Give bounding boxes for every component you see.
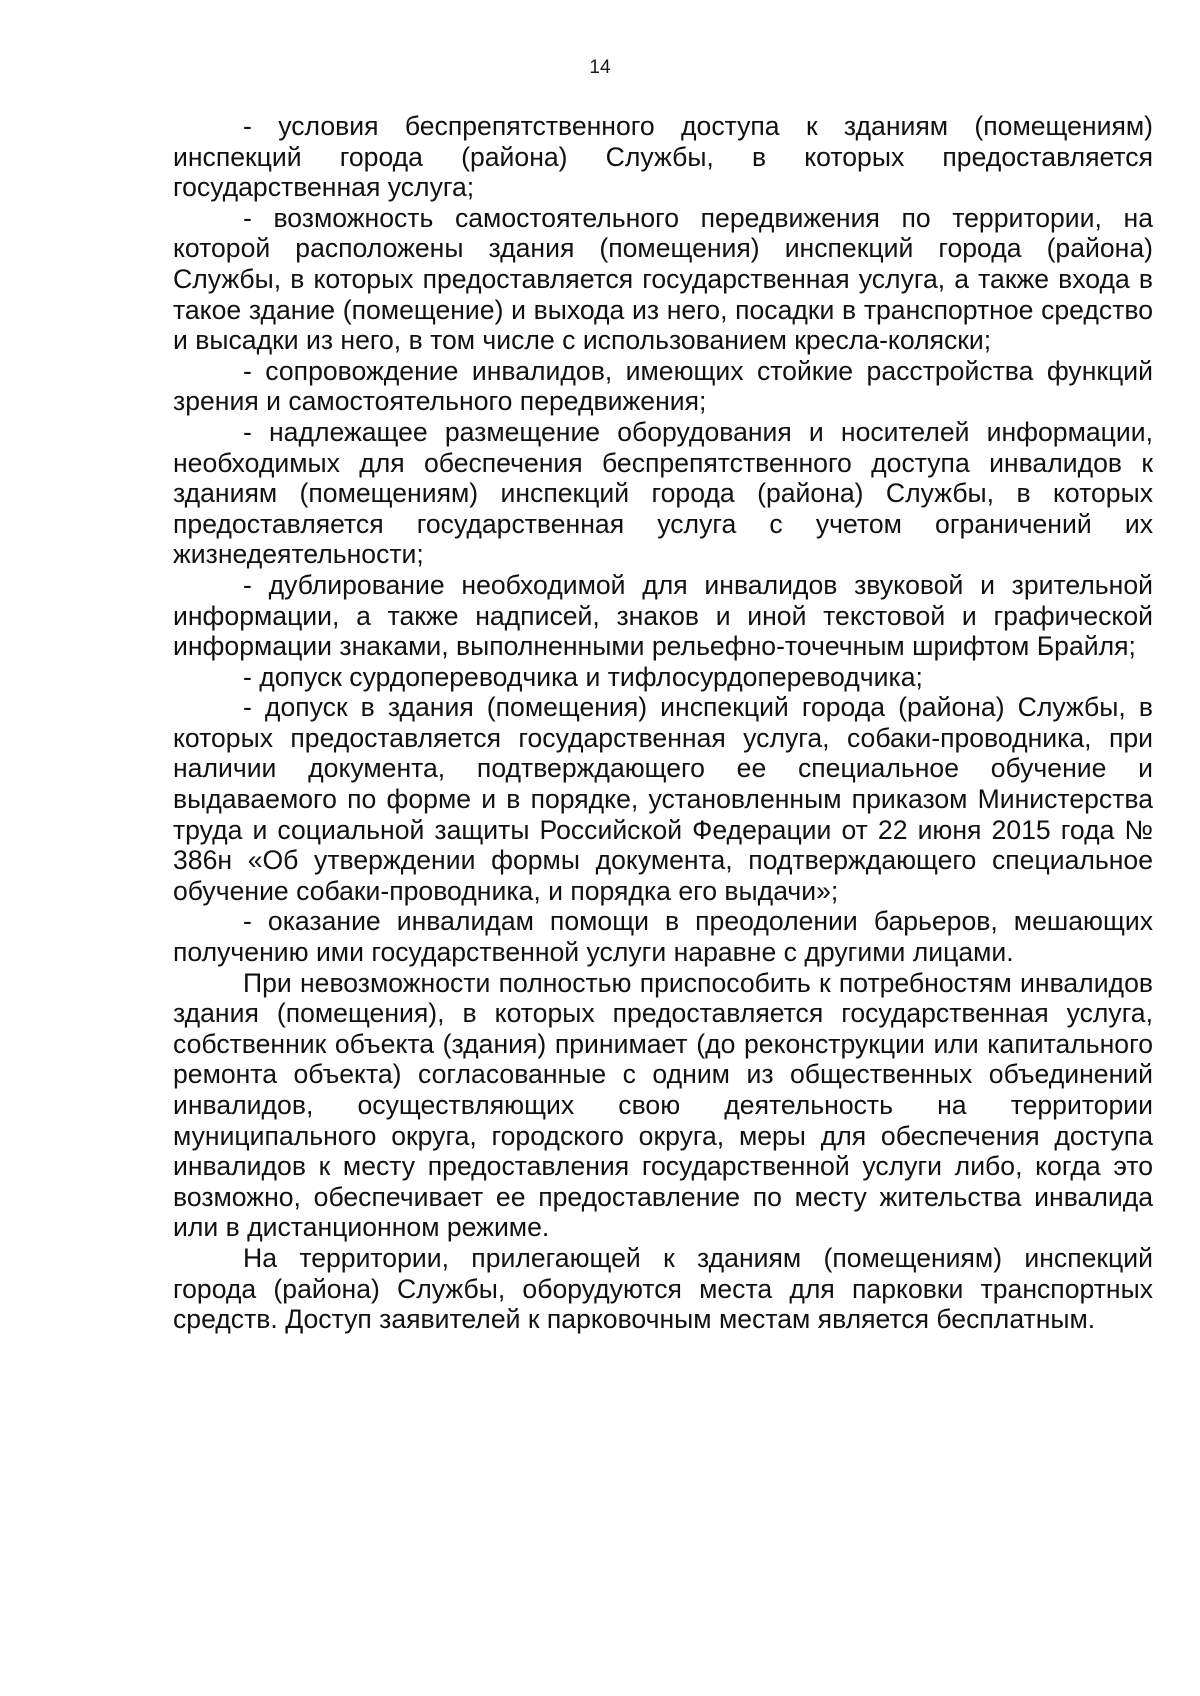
paragraph-escort: - сопровождение инвалидов, имеющих стойкие расстройства функций зрения и самостоятельного передвижения; [173,355,1153,417]
paragraph-equipment-placement: - надлежащее размещение оборудования и носителей информации, необходимых для обеспечения беспрепятственного доступа инвалидов к зданиям (помещениям) инспекций города (района) Службы, в которых предоставляется государственная услуга с учетом ограничений их жизнедеятельности; [173,416,1153,570]
paragraph-parking: На территории, прилегающей к зданиям (помещениям) инспекций города (района) Службы, оборудуются места для парковки транспортных средств. Доступ заявителей к парковочным местам является бесплатным. [173,1242,1153,1335]
paragraph-information-duplication: - дублирование необходимой для инвалидов звуковой и зрительной информации, а также надписей, знаков и иной текстовой и графической информации знаками, выполненными рельефно-точечным шрифтом Брайля; [173,569,1153,662]
paragraph-sign-interpreter: - допуск сурдопереводчика и тифлосурдопереводчика; [243,661,923,692]
paragraph-barrier-assistance: - оказание инвалидам помощи в преодолении барьеров, мешающих получению ими государственной услуги наравне с другими лицами. [173,906,1153,968]
paragraph-guide-dog: - допуск в здания (помещения) инспекций города (района) Службы, в которых предоставляется государственная услуга, собаки-проводника, при наличии документа, подтверждающего ее специальное обучение и выдаваемого по форме и в порядке, установленным приказом Министерства труда и социальной защиты Российской Федерации от 22 июня 2015 года № 386н «Об утверждении формы документа, подтверждающего специальное обучение собаки-проводника, и порядка его выдачи»; [173,692,1153,906]
document-body [173,111,1153,1335]
paragraph-independent-movement: - возможность самостоятельного передвижения по территории, на которой расположены здания (помещения) инспекций города (района) Службы, в которых предоставляется государственная услуга, а также входа в такое здание (помещение) и выхода из него, посадки в транспортное средство и высадки из него, в том числе с использованием кресла-коляски; [173,202,1153,356]
paragraph-adaptation-impossible: При невозможности полностью приспособить к потребностям инвалидов здания (помещения), в которых предоставляется государственная услуга, собственник объекта (здания) принимает (до реконструкции или капитального ремонта объекта) согласованные с одним из общественных объединений инвалидов, осуществляющих свою деятельность на территории муниципального округа, городского округа, меры для обеспечения доступа инвалидов к месту предоставления государственной услуги либо, когда это возможно, обеспечивает ее предоставление по месту жительства инвалида или в дистанционном режиме. [173,967,1153,1243]
page-number: 14 [589,57,611,78]
paragraph-access-conditions: - условия беспрепятственного доступа к зданиям (помещениям) инспекций города (района) Службы, в которых предоставляется государственная услуга; [173,111,1153,203]
